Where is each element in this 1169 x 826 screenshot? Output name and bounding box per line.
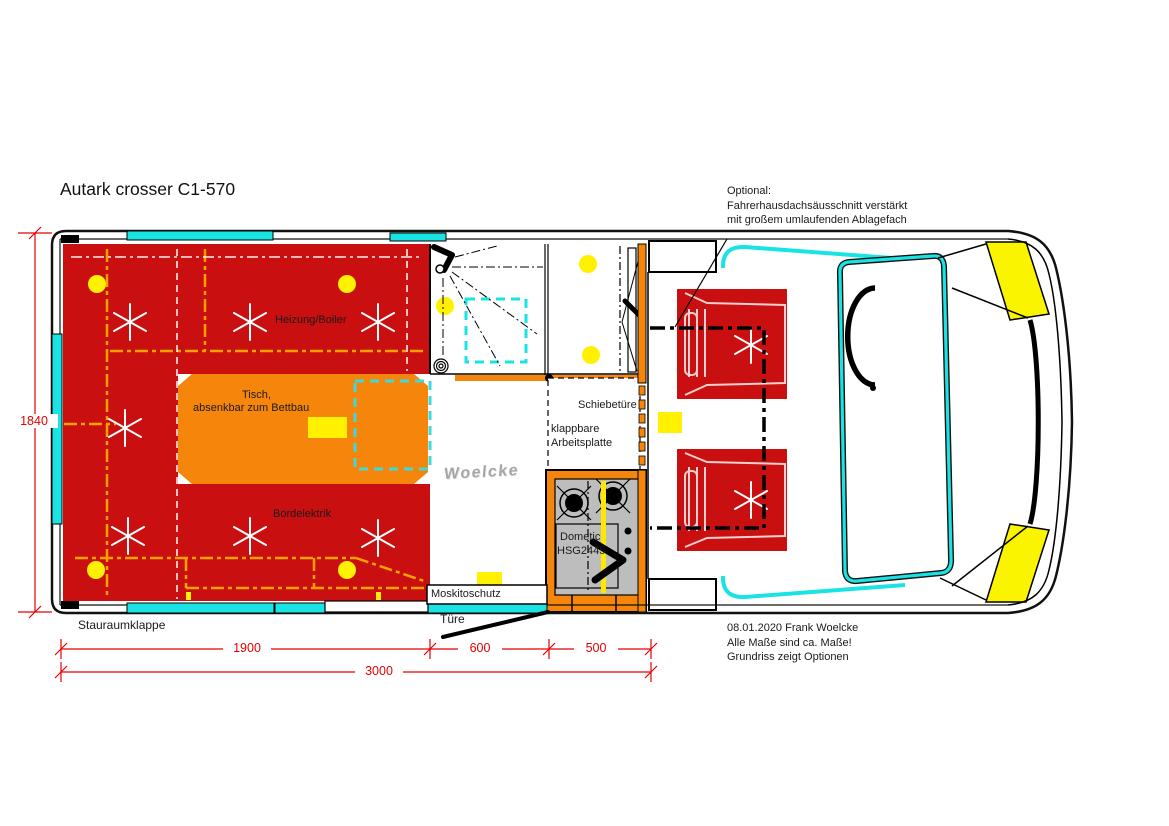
label-klappbare-line2: Arbeitsplatte <box>551 437 613 449</box>
optional-note-line3: mit großem umlaufenden Ablagefach <box>727 214 907 226</box>
optional-note-line1: Optional: <box>727 185 772 197</box>
label-klappbare-line1: klappbare <box>551 423 600 435</box>
label-tuere: Türe <box>440 612 465 626</box>
watermark-woelcke: Woelcke <box>443 461 520 484</box>
dim-height-1840: 1840 <box>10 414 58 428</box>
label-dometic-line2: HSG2445 <box>557 545 606 557</box>
label-tisch-line2: absenkbar zum Bettbau <box>193 402 310 414</box>
label-schiebetuere: Schiebetüre <box>578 399 637 411</box>
optional-note-line2: Fahrerhausdachsäusschnitt verstärkt <box>727 199 908 212</box>
dim-rear-1900: 1900 <box>223 641 271 655</box>
dim-front-500: 500 <box>574 641 618 655</box>
dim-door-600: 600 <box>458 641 502 655</box>
dim-total-3000: 3000 <box>355 664 403 678</box>
page-title: Autark crosser C1-570 <box>60 179 236 199</box>
cab-seat-top <box>677 289 787 399</box>
label-dometic-line1: Dometic <box>560 531 601 543</box>
label-heizung-boiler: Heizung/Boiler <box>275 314 347 326</box>
footer-note-line3: Grundriss zeigt Optionen <box>727 651 849 663</box>
footer-note-line1: 08.01.2020 Frank Woelcke <box>727 622 859 634</box>
footer-note <box>727 621 858 665</box>
label-moskitoschutz: Moskitoschutz <box>431 588 501 600</box>
optional-note <box>727 184 907 228</box>
cab-seat-bottom <box>677 449 787 551</box>
table-area <box>178 374 430 484</box>
footer-note-line2: Alle Maße sind ca. Maße! <box>727 636 852 649</box>
label-bordelektrik: Bordelektrik <box>273 508 332 520</box>
door-sill <box>325 601 428 612</box>
label-stauraumklappe: Stauraumklappe <box>78 618 166 632</box>
label-tisch-line1: Tisch, <box>242 389 271 401</box>
